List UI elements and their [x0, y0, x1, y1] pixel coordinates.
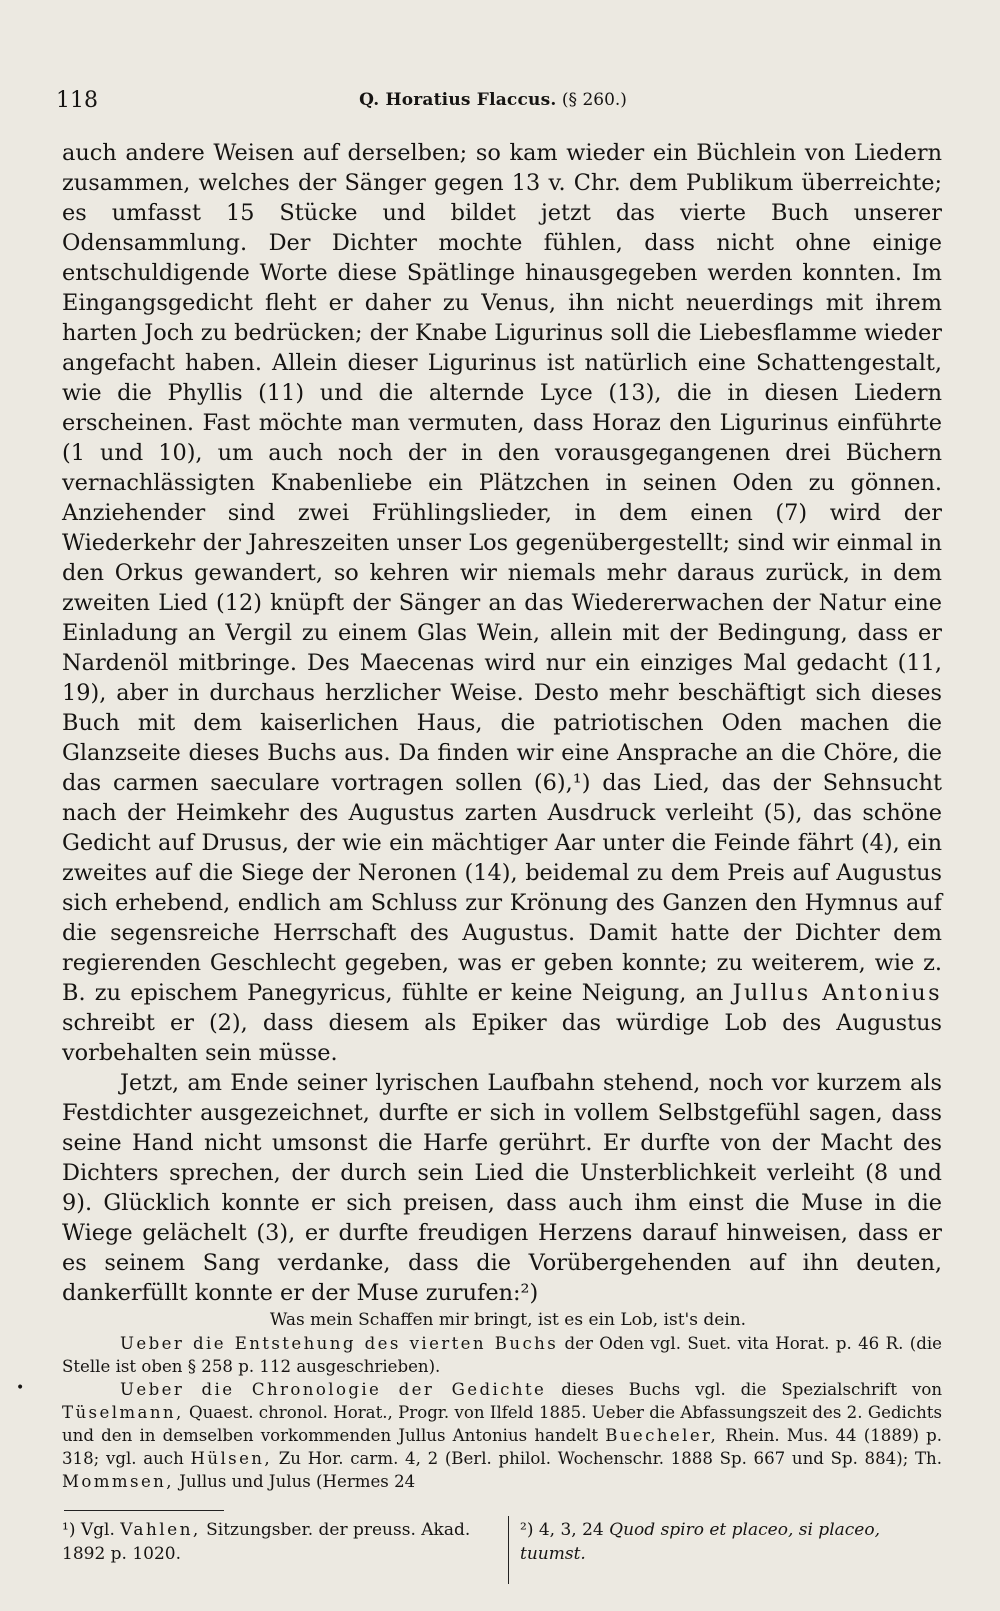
note-1-text: der Oden vgl. Suet. vita Horat. p. 46 R. (die Stelle ist oben § 258 p. 112 ausgeschrieben).: [62, 1334, 942, 1376]
note-2-author-3: Hülsen,: [190, 1449, 273, 1468]
note-2-author-4: Mommsen,: [62, 1472, 174, 1491]
paragraph-1-text: auch andere Weisen auf derselben; so kam wieder ein Büchlein von Liedern zusammen, welches der Sänger gegen 13 v. Chr. dem Publikum überreichte; es umfasst 15 Stücke und bildet jetzt das vierte Buch unserer Odensammlung. Der Dichter mochte fühlen, dass nicht ohne einige entschuldigende Worte diese Spätlinge hinausgegeben werden konnten. Im Eingangsgedicht fleht er daher zu Venus, ihn nicht neuerdings mit ihrem harten Joch zu bedrücken; der Knabe Ligurinus soll die Liebesflamme wieder angefacht haben. Allein dieser Ligurinus ist natürlich eine Schattengestalt, wie die Phyllis (11) und die alternde Lyce (13), die in diesen Liedern erscheinen. Fast möchte man vermuten, dass Horaz den Ligurinus einführte (1 und 10), um auch noch der in den vorausgegangenen drei Büchern vernachlässigten Knabenliebe ein Plätzchen in seinen Oden zu gönnen. Anziehender sind zwei Frühlingslieder, in dem einen (7) wird der Wiederkehr der Jahreszeiten unser Los gegenübergestellt; sind wir einmal in den Orkus gewandert, so kehren wir niemals mehr daraus zurück, in dem zweiten Lied (12) knüpft der Sänger an das Wiedererwachen der Natur eine Einladung an Vergil zu einem Glas Wein, allein mit der Bedingung, dass er Nardenöl mitbringe. Des Maecenas wird nur ein einziges Mal gedacht (11, 19), aber in durchaus herzlicher Weise. Desto mehr beschäftigt sich dieses Buch mit dem kaiserlichen Haus, die patriotischen Oden machen die Glanzseite dieses Buchs aus. Da finden wir eine Ansprache an die Chöre, die das carmen saeculare vortragen sollen (6),¹) das Lied, das der Sehnsucht nach der Heimkehr des Augustus zarten Ausdruck verleiht (5), das schöne Gedicht auf Drusus, der wie ein mächtiger Aar unter die Feinde fährt (4), ein zweites auf die Siege der Neronen (14), beidemal zu dem Preis auf Augustus sich erhebend, endlich am Schluss zur Krönung des Ganzen den Hymnus auf die segensreiche Herrschaft des Augustus. Damit hatte der Dichter dem regierenden Geschlecht gegeben, was er geben konnte; zu weiterem, wie z. B. zu epischem Panegyricus, fühlte er keine Neigung, an: [62, 140, 942, 1006]
margin-mark: •: [16, 1380, 25, 1396]
note-2-heading: Ueber die Chronologie der Gedichte: [120, 1380, 547, 1399]
running-head: [56, 90, 930, 110]
note-2-text-5: Jullus und Julus (Hermes 24: [179, 1472, 416, 1491]
note-2-text: dieses Buchs vgl. die Spezialschrift von: [561, 1380, 943, 1399]
footnote-1-prefix: Vgl.: [80, 1520, 115, 1540]
verse-quote: Was mein Schaffen mir bringt, ist es ein Lob, ist's dein.: [269, 1310, 747, 1330]
note-2-author-1: Tüselmann,: [62, 1403, 184, 1422]
main-text: [62, 138, 942, 1332]
note-2-text-4: Zu Hor. carm. 4, 2 (Berl. philol. Wochenschr. 1888 Sp. 667 und Sp. 884); Th.: [278, 1449, 943, 1468]
running-head-author: Q. Horatius Flaccus.: [359, 90, 557, 110]
person-name: Jullus Antonius: [732, 980, 942, 1006]
note-1-heading: Ueber die Entstehung des vierten Buchs: [120, 1334, 559, 1353]
footnote-1-text: Sitzungsber. der preuss. Akad. 1892 p. 1020.: [62, 1520, 471, 1564]
note-2: [62, 1378, 942, 1493]
footnote-1: [62, 1518, 502, 1566]
footnote-1-marker: ¹): [62, 1520, 76, 1540]
page-header: [56, 84, 930, 124]
page-number: 118: [56, 88, 98, 113]
footnote-2: [520, 1518, 940, 1566]
note-2-text-2: Quaest. chronol. Horat., Progr. von Ilfeld 1885. Ueber die Abfassungszeit des 2. Gedichts und den in demselben vorkommenden Jullus Antonius handelt: [62, 1403, 942, 1445]
footnote-rule: [64, 1510, 224, 1511]
footnote-column-divider: [508, 1516, 509, 1584]
footnote-1-author: Vahlen,: [120, 1520, 201, 1540]
note-1: [62, 1332, 942, 1378]
footnote-2-marker: ²): [520, 1520, 534, 1540]
note-2-text-3: Rhein. Mus. 44 (1889) p. 318; vgl. auch: [62, 1426, 942, 1468]
running-head-section: (§ 260.): [561, 90, 627, 110]
footnote-2-reference: 4, 3, 24: [538, 1520, 604, 1540]
bibliographic-notes: [62, 1332, 942, 1493]
paragraph-1-end: schreibt er (2), dass diesem als Epiker das würdige Lob des Augustus vorbehalten sein müsse.: [62, 1010, 942, 1066]
paragraph-1: [62, 138, 942, 1068]
note-2-author-2: Buecheler,: [605, 1426, 719, 1445]
paragraph-2: Jetzt, am Ende seiner lyrischen Laufbahn stehend, noch vor kurzem als Festdichter ausgezeichnet, durfte er sich in vollem Selbstgefühl sagen, dass seine Hand nicht umsonst die Harfe gerührt. Er durfte von der Macht des Dichters sprechen, der durch sein Lied die Unsterblichkeit verleiht (8 und 9). Glücklich konnte er sich preisen, dass auch ihm einst die Muse in die Wiege gelächelt (3), er durfte freudigen Herzens darauf hinweisen, dass er es seinem Sang verdanke, dass die Vorübergehenden auf ihn deuten, dankerfüllt konnte er der Muse zurufen:²): [62, 1070, 942, 1306]
footnote-2-quote: Quod spiro et placeo, si placeo, tuumst.: [520, 1520, 880, 1564]
